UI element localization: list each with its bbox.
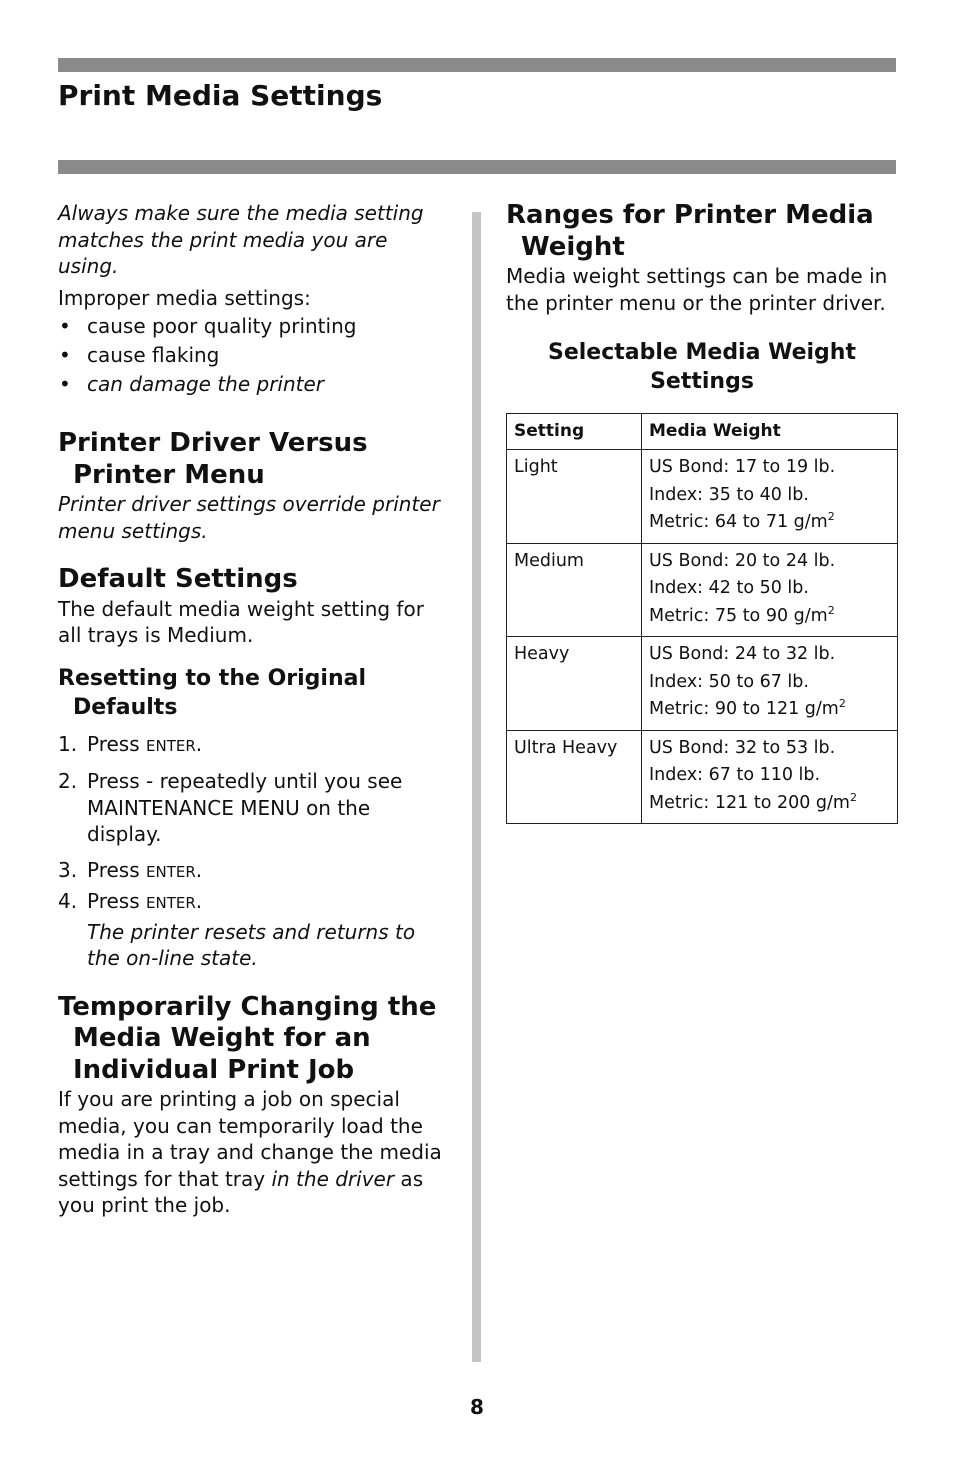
us-bond-value: US Bond: 17 to 19 lb. xyxy=(649,457,836,477)
list-item xyxy=(58,341,450,370)
reset-result: The printer resets and returns to the on-line state. xyxy=(87,919,416,970)
step-text: Press xyxy=(87,731,146,756)
reset-steps xyxy=(58,731,450,917)
table-row xyxy=(507,450,898,544)
table-row xyxy=(507,730,898,824)
metric-value xyxy=(649,696,890,724)
table-row xyxy=(507,637,898,731)
top-rule xyxy=(58,58,896,72)
step-text: Press xyxy=(87,889,146,913)
metric-text: Metric: 64 to 71 g/m xyxy=(649,512,828,532)
step-text: Press xyxy=(87,857,146,882)
table-header-row xyxy=(507,414,898,450)
step-number: 4. xyxy=(58,889,78,913)
media-weight-table xyxy=(506,413,898,824)
temp-heading: Temporarily Changing the Media Weight for an Individual Print Job xyxy=(58,991,437,1085)
header-bottom-rule xyxy=(58,160,896,174)
default-heading: Default Settings xyxy=(58,564,298,594)
superscript: 2 xyxy=(827,510,835,523)
setting-cell: Light xyxy=(507,450,642,544)
list-item xyxy=(58,312,450,341)
key-name: ENTER xyxy=(146,862,196,881)
setting-cell: Heavy xyxy=(507,637,642,731)
weight-cell xyxy=(642,637,898,731)
table-caption: Selectable Media Weight Settings xyxy=(548,340,856,394)
temp-text-part: as you print the job. xyxy=(58,1166,424,1217)
weight-cell xyxy=(642,543,898,637)
step-text: Press - repeatedly until you see MAINTENANCE MENU on the display. xyxy=(87,769,403,846)
step-punct: . xyxy=(195,857,203,882)
step-number: 2. xyxy=(58,769,78,793)
us-bond-value: US Bond: 32 to 53 lb. xyxy=(649,737,836,758)
list-item-text: cause flaking xyxy=(87,343,220,367)
metric-text: Metric: 121 to 200 g/m xyxy=(649,792,850,813)
temp-text-part: If you are printing a job on special media, you can temporarily load the media in a tray and change the media settings for that tray xyxy=(58,1087,442,1191)
weight-cell xyxy=(642,730,898,824)
bullet-icon: • xyxy=(59,314,71,338)
reset-heading: Resetting to the Original Defaults xyxy=(58,665,366,720)
driver-note: Printer driver settings override printer menu settings. xyxy=(58,492,440,543)
column-header-media-weight: Media Weight xyxy=(642,414,898,450)
index-value: Index: 50 to 67 lb. xyxy=(649,671,809,692)
key-name: ENTER xyxy=(146,894,196,912)
step-punct: . xyxy=(195,889,203,913)
metric-text: Metric: 75 to 90 g/m xyxy=(649,605,828,626)
driver-heading: Printer Driver Versus Printer Menu xyxy=(58,428,368,490)
superscript: 2 xyxy=(838,697,846,710)
improper-list xyxy=(58,312,450,399)
ranges-text: Media weight settings can be made in the printer menu or the printer driver. xyxy=(506,264,888,315)
index-value: Index: 67 to 110 lb. xyxy=(649,765,821,785)
temp-text-emphasis: in the driver xyxy=(271,1166,395,1191)
us-bond-value: US Bond: 24 to 32 lb. xyxy=(649,644,836,664)
superscript: 2 xyxy=(827,603,835,617)
metric-value xyxy=(649,509,890,537)
setting-cell: Medium xyxy=(507,543,642,637)
intro-note: Always make sure the media setting matches the print media you are using. xyxy=(58,201,424,278)
superscript: 2 xyxy=(849,790,857,804)
list-item-text: cause poor quality printing xyxy=(87,314,357,338)
column-divider xyxy=(472,212,481,1362)
metric-value xyxy=(649,790,890,818)
index-value: Index: 42 to 50 lb. xyxy=(649,578,809,598)
step-number: 1. xyxy=(58,731,78,756)
step-item xyxy=(58,857,450,886)
bullet-icon: • xyxy=(59,372,71,396)
column-header-setting: Setting xyxy=(507,414,642,450)
key-name: ENTER xyxy=(146,736,196,755)
page-number: 8 xyxy=(470,1395,484,1419)
step-item xyxy=(58,888,450,917)
step-item xyxy=(58,768,450,848)
step-number: 3. xyxy=(58,857,78,882)
setting-cell: Ultra Heavy xyxy=(507,730,642,824)
left-column xyxy=(58,200,450,1219)
table-row xyxy=(507,543,898,637)
step-punct: . xyxy=(195,731,203,756)
metric-text: Metric: 90 to 121 g/m xyxy=(649,699,839,719)
default-text: The default media weight setting for all trays is Medium. xyxy=(58,596,424,647)
list-item xyxy=(58,370,450,399)
metric-value xyxy=(649,603,890,631)
page-title: Print Media Settings xyxy=(58,79,383,112)
step-item xyxy=(58,731,450,760)
right-column xyxy=(506,200,898,824)
temp-text xyxy=(58,1086,450,1219)
bullet-icon: • xyxy=(59,343,71,367)
weight-cell xyxy=(642,450,898,544)
index-value: Index: 35 to 40 lb. xyxy=(649,484,809,505)
list-item-text: can damage the printer xyxy=(87,372,325,396)
improper-lead: Improper media settings: xyxy=(58,285,311,310)
us-bond-value: US Bond: 20 to 24 lb. xyxy=(649,550,836,571)
ranges-heading: Ranges for Printer Media Weight xyxy=(506,200,874,262)
